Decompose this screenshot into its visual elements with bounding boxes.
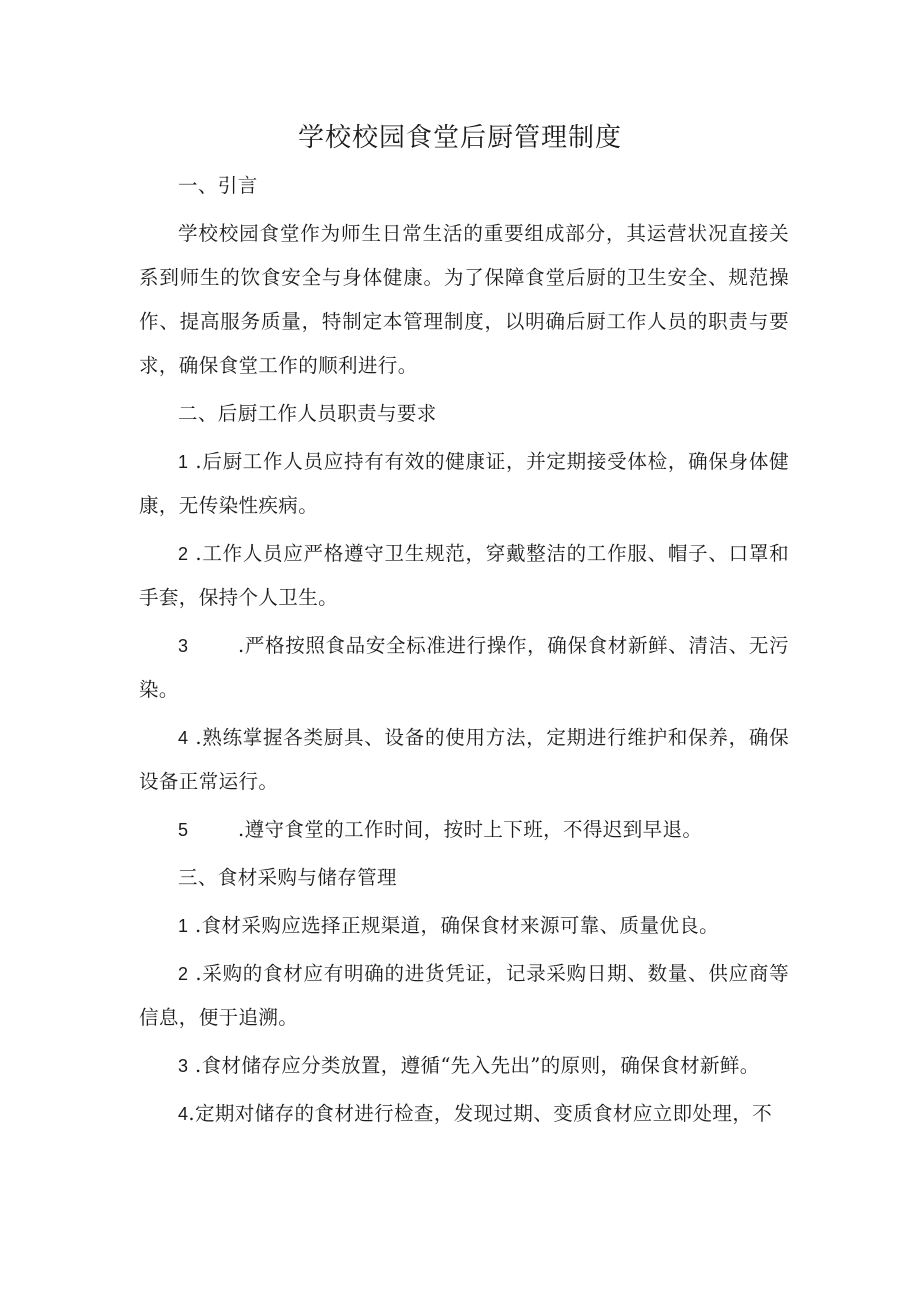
list-item-number: 2 bbox=[178, 964, 189, 984]
list-item-separator: . bbox=[195, 1054, 202, 1077]
list-item-separator: . bbox=[238, 634, 245, 657]
list-item-separator: . bbox=[195, 450, 202, 473]
list-item-text: 工作人员应严格遵守卫生规范，穿戴整洁的工作服、帽子、口罩和手套，保持个人卫生。 bbox=[139, 542, 789, 609]
list-item-text: 遵守食堂的工作时间，按时上下班，不得迟到早退。 bbox=[244, 818, 703, 841]
list-item bbox=[139, 1092, 789, 1136]
list-item-text: 熟练掌握各类厨具、设备的使用方法，定期进行维护和保养，确保设备正常运行。 bbox=[139, 726, 789, 793]
list-item bbox=[139, 532, 789, 620]
list-item-number: 3 bbox=[178, 1056, 189, 1076]
list-item-number: 1 bbox=[178, 452, 189, 472]
list-item-text: 严格按照食品安全标准进行操作，确保食材新鲜、清洁、无污染。 bbox=[139, 634, 789, 701]
list-item-separator: . bbox=[195, 542, 202, 565]
list-item bbox=[139, 440, 789, 528]
list-item-number: 3 bbox=[178, 636, 189, 656]
list-item bbox=[139, 808, 789, 852]
list-item-number: 4 bbox=[178, 728, 189, 748]
section-heading-food-procurement: 三、食材采购与储存管理 bbox=[178, 866, 397, 889]
list-item-separator: . bbox=[195, 962, 202, 985]
list-item bbox=[139, 1044, 789, 1088]
document-title: 学校校园食堂后厨管理制度 bbox=[297, 123, 622, 153]
document-body bbox=[139, 164, 789, 1140]
list-item-text: 食材储存应分类放置，遵循“先入先出”的原则，确保食材新鲜。 bbox=[201, 1054, 760, 1077]
list-item-separator: . bbox=[188, 1102, 196, 1125]
list-item-separator: . bbox=[195, 726, 202, 749]
list-item bbox=[139, 624, 789, 712]
intro-paragraph: 学校校园食堂作为师生日常生活的重要组成部分，其运营状况直接关系到师生的饮食安全与身体健康。为了保障食堂后厨的卫生安全、规范操作、提高服务质量，特制定本管理制度，以明确后厨工作人员的职责与要求，确保食堂工作的顺利进行。 bbox=[139, 222, 789, 377]
list-item bbox=[139, 952, 789, 1040]
list-item-text: 采购的食材应有明确的进货凭证，记录采购日期、数量、供应商等信息，便于追溯。 bbox=[139, 962, 789, 1029]
list-item bbox=[139, 904, 789, 948]
list-item-separator: . bbox=[238, 818, 245, 841]
list-item-number: 1 bbox=[178, 916, 189, 936]
list-item-text: 定期对储存的食材进行检查，发现过期、变质食材应立即处理，不 bbox=[195, 1102, 773, 1125]
section-heading-intro: 一、引言 bbox=[178, 174, 258, 197]
list-item bbox=[139, 716, 789, 804]
list-item-text: 食材采购应选择正规渠道，确保食材来源可靠、质量优良。 bbox=[201, 914, 720, 937]
list-item-number: 5 bbox=[178, 820, 189, 840]
list-item-number: 2 bbox=[178, 544, 189, 564]
list-item-number: 4 bbox=[178, 1104, 189, 1124]
section-heading-staff-duties: 二、后厨工作人员职责与要求 bbox=[178, 402, 437, 425]
list-item-text: 后厨工作人员应持有有效的健康证，并定期接受体检，确保身体健康，无传染性疾病。 bbox=[139, 450, 789, 517]
list-item-separator: . bbox=[195, 914, 202, 937]
